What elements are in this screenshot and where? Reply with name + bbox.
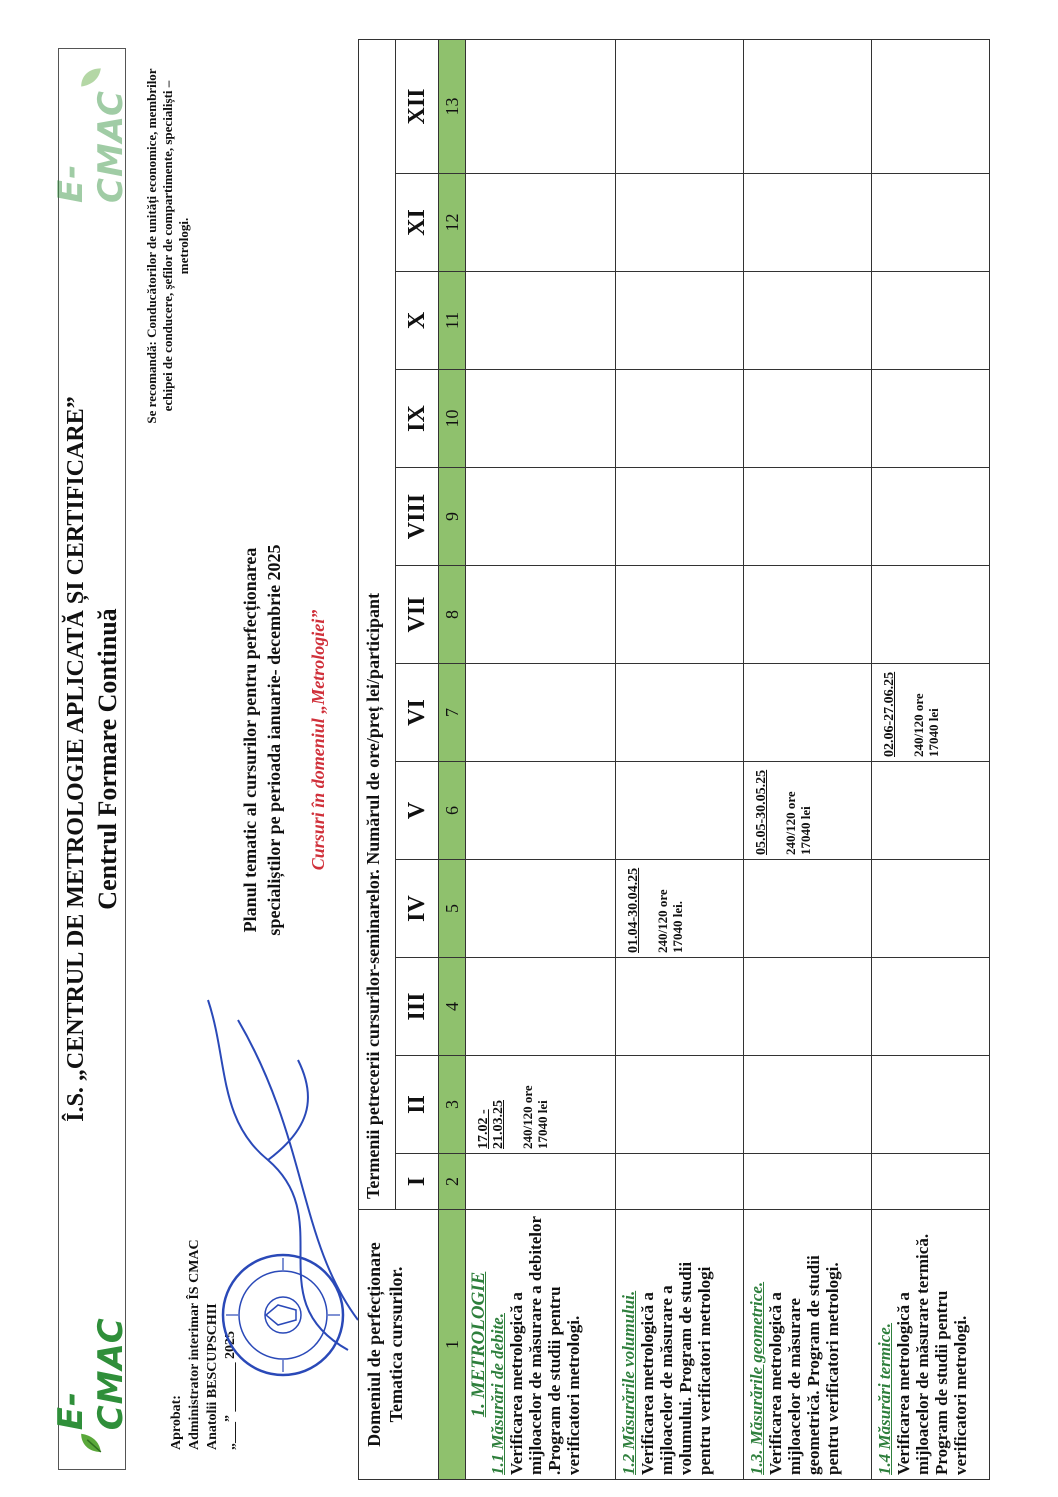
empty-month-cell: [872, 272, 990, 370]
month-header-1: I: [396, 1154, 439, 1210]
empty-month-cell: [616, 1154, 744, 1210]
empty-month-cell: [872, 1056, 990, 1154]
empty-month-cell: [744, 958, 872, 1056]
course-price: 17040 lei: [926, 708, 941, 757]
landscape-sheet: [48, 30, 1008, 1490]
domain-header-line1: Domeniul de perfecționare: [364, 1242, 384, 1447]
schedule-cell: [616, 860, 744, 958]
empty-month-cell: [466, 664, 616, 762]
course-dates: 17.02 - 21.03.25: [476, 1100, 506, 1149]
course-text: Verificarea metrologică a mijloacelor de măsurare a debitelor .Program de studii pentru verificatori metrologi.: [507, 1216, 583, 1475]
course-description-cell: [616, 1210, 744, 1480]
empty-month-cell: [616, 174, 744, 272]
empty-month-cell: [616, 370, 744, 468]
course-dates: 01.04-30.04.25: [626, 867, 641, 953]
column-number-10: 10: [439, 370, 466, 468]
column-number-9: 9: [439, 468, 466, 566]
course-description-cell: [872, 1210, 990, 1480]
empty-month-cell: [872, 39, 990, 173]
empty-month-cell: [466, 468, 616, 566]
schedule-cell: [872, 664, 990, 762]
empty-month-cell: [744, 39, 872, 173]
empty-month-cell: [466, 958, 616, 1056]
column-number-12: 12: [439, 174, 466, 272]
column-number-7: 7: [439, 664, 466, 762]
empty-month-cell: [872, 860, 990, 958]
ecmac-logo: [51, 1315, 131, 1455]
empty-month-cell: [466, 860, 616, 958]
column-number-11: 11: [439, 272, 466, 370]
table-row: [466, 39, 616, 1479]
empty-month-cell: [744, 664, 872, 762]
month-header-2: II: [396, 1056, 439, 1154]
course-label: 1.3. Măsurările geometrice.: [747, 1281, 766, 1475]
course-label: 1.2 Măsurările volumului.: [619, 1290, 638, 1475]
empty-month-cell: [616, 566, 744, 664]
empty-month-cell: [744, 272, 872, 370]
empty-month-cell: [466, 1154, 616, 1210]
course-text: Verificarea metrologică a mijloacelor de măsurare termică. Program de studii pentru verificatori metrologi.: [894, 1233, 970, 1475]
column-number-5: 5: [439, 860, 466, 958]
course-hours: 240/120 ore: [911, 693, 926, 757]
leaf-icon: [74, 1432, 108, 1455]
course-description-cell: [466, 1210, 616, 1480]
course-label: 1.1 Măsurări de debite.: [488, 1313, 507, 1475]
approval-label: Aprobat:: [169, 1395, 184, 1450]
section-title: 1. METROLOGIE: [468, 1271, 489, 1418]
domain-column-header: [359, 1210, 439, 1480]
empty-month-cell: [744, 1154, 872, 1210]
column-number-row: [439, 39, 466, 1479]
empty-month-cell: [872, 370, 990, 468]
plan-title-line2: specialiștilor pe perioada ianuarie- decembrie 2025: [264, 544, 284, 936]
course-description-cell: [744, 1210, 872, 1480]
empty-month-cell: [744, 1056, 872, 1154]
column-number-6: 6: [439, 762, 466, 860]
empty-month-cell: [744, 174, 872, 272]
logo-text-faded: E-CMAC: [51, 89, 131, 203]
course-text: Verificarea metrologică a mijloacelor de măsurare a volumului. Program de studii pentru verificatori metrologi: [638, 1261, 714, 1475]
empty-month-cell: [466, 39, 616, 173]
empty-month-cell: [466, 272, 616, 370]
empty-month-cell: [744, 370, 872, 468]
plan-domain: Cursuri în domeniul „Metrologiei”: [308, 609, 328, 871]
empty-month-cell: [616, 1056, 744, 1154]
month-header-11: XI: [396, 174, 439, 272]
empty-month-cell: [616, 272, 744, 370]
empty-month-cell: [872, 958, 990, 1056]
month-header-9: IX: [396, 370, 439, 468]
ecmac-logo-faded: [51, 63, 131, 203]
month-header-4: IV: [396, 860, 439, 958]
header-row-period: [359, 39, 396, 1479]
table-row: [872, 39, 990, 1479]
month-header-12: XII: [396, 39, 439, 173]
course-hours: 240/120 ore: [655, 889, 670, 953]
empty-month-cell: [466, 566, 616, 664]
column-number-1: 1: [439, 1210, 466, 1480]
recommendation-note: Se recomandă: Conducătorilor de unități economice, membrilor echipei de conducere, șefilor de compartimente, specialiști – metrologi.: [144, 68, 191, 424]
column-number-4: 4: [439, 958, 466, 1056]
schedule-cell: [744, 762, 872, 860]
column-number-8: 8: [439, 566, 466, 664]
empty-month-cell: [744, 468, 872, 566]
empty-month-cell: [616, 664, 744, 762]
column-number-3: 3: [439, 1056, 466, 1154]
empty-month-cell: [872, 762, 990, 860]
course-rows: [466, 39, 990, 1479]
column-number-13: 13: [439, 39, 466, 173]
plan-title-line1: Planul tematic al cursurilor pentru perfecționarea: [240, 547, 260, 933]
empty-month-cell: [466, 762, 616, 860]
empty-month-cell: [466, 370, 616, 468]
empty-month-cell: [872, 174, 990, 272]
empty-month-cell: [872, 468, 990, 566]
month-header-3: III: [396, 958, 439, 1056]
table-row: [744, 39, 872, 1479]
month-header-8: VIII: [396, 468, 439, 566]
empty-month-cell: [744, 860, 872, 958]
empty-month-cell: [616, 39, 744, 173]
approval-role: Administrator interimar ÎS CMAC: [187, 1239, 202, 1450]
course-price: 17040 lei.: [670, 901, 685, 953]
organization-title: Î.S. „CENTRUL DE METROLOGIE APLICATĂ ȘI CERTIFICARE”: [63, 396, 89, 1122]
month-header-7: VII: [396, 566, 439, 664]
column-number-2: 2: [439, 1154, 466, 1210]
approval-date-line: _______ 2025: [223, 1331, 238, 1412]
empty-month-cell: [616, 958, 744, 1056]
domain-header-line2: Tematica cursurilor.: [386, 1266, 406, 1423]
period-header: Termenii petrecerii cursurilor-seminarelor. Numărul de ore/preț lei/participant: [359, 39, 396, 1209]
course-dates: 02.06-27.06.25: [882, 671, 897, 757]
table-row: [616, 39, 744, 1479]
course-hours: 240/120 ore: [783, 791, 798, 855]
course-dates: 05.05-30.05.25: [754, 769, 769, 855]
approval-name: Anatolii BESCUPSCHII: [205, 1303, 220, 1450]
course-label: 1.4 Măsurări termice.: [875, 1322, 894, 1475]
approval-date-prefix: „___”: [223, 1415, 238, 1450]
empty-month-cell: [466, 174, 616, 272]
empty-month-cell: [744, 566, 872, 664]
month-header-6: VI: [396, 664, 439, 762]
course-hours: 240/120 ore: [520, 1085, 535, 1149]
logo-text: E-CMAC: [51, 1317, 131, 1431]
empty-month-cell: [616, 762, 744, 860]
plan-title: [238, 430, 286, 1050]
month-header-5: V: [396, 762, 439, 860]
empty-month-cell: [872, 566, 990, 664]
course-price: 17040 lei: [798, 806, 813, 855]
empty-month-cell: [616, 468, 744, 566]
leaf-icon: [74, 65, 108, 88]
document-header: [51, 48, 131, 1470]
month-header-10: X: [396, 272, 439, 370]
course-schedule-table: [358, 39, 990, 1480]
empty-month-cell: [872, 1154, 990, 1210]
course-text: Verificarea metrologică a mijloacelor de măsurare geometrică. Program de studii pentru verificatori metrologi.: [766, 1255, 842, 1475]
schedule-cell: [466, 1056, 616, 1154]
course-price: 17040 lei: [535, 1100, 550, 1149]
organization-subtitle: Centrul Formare Continuă: [93, 608, 122, 910]
